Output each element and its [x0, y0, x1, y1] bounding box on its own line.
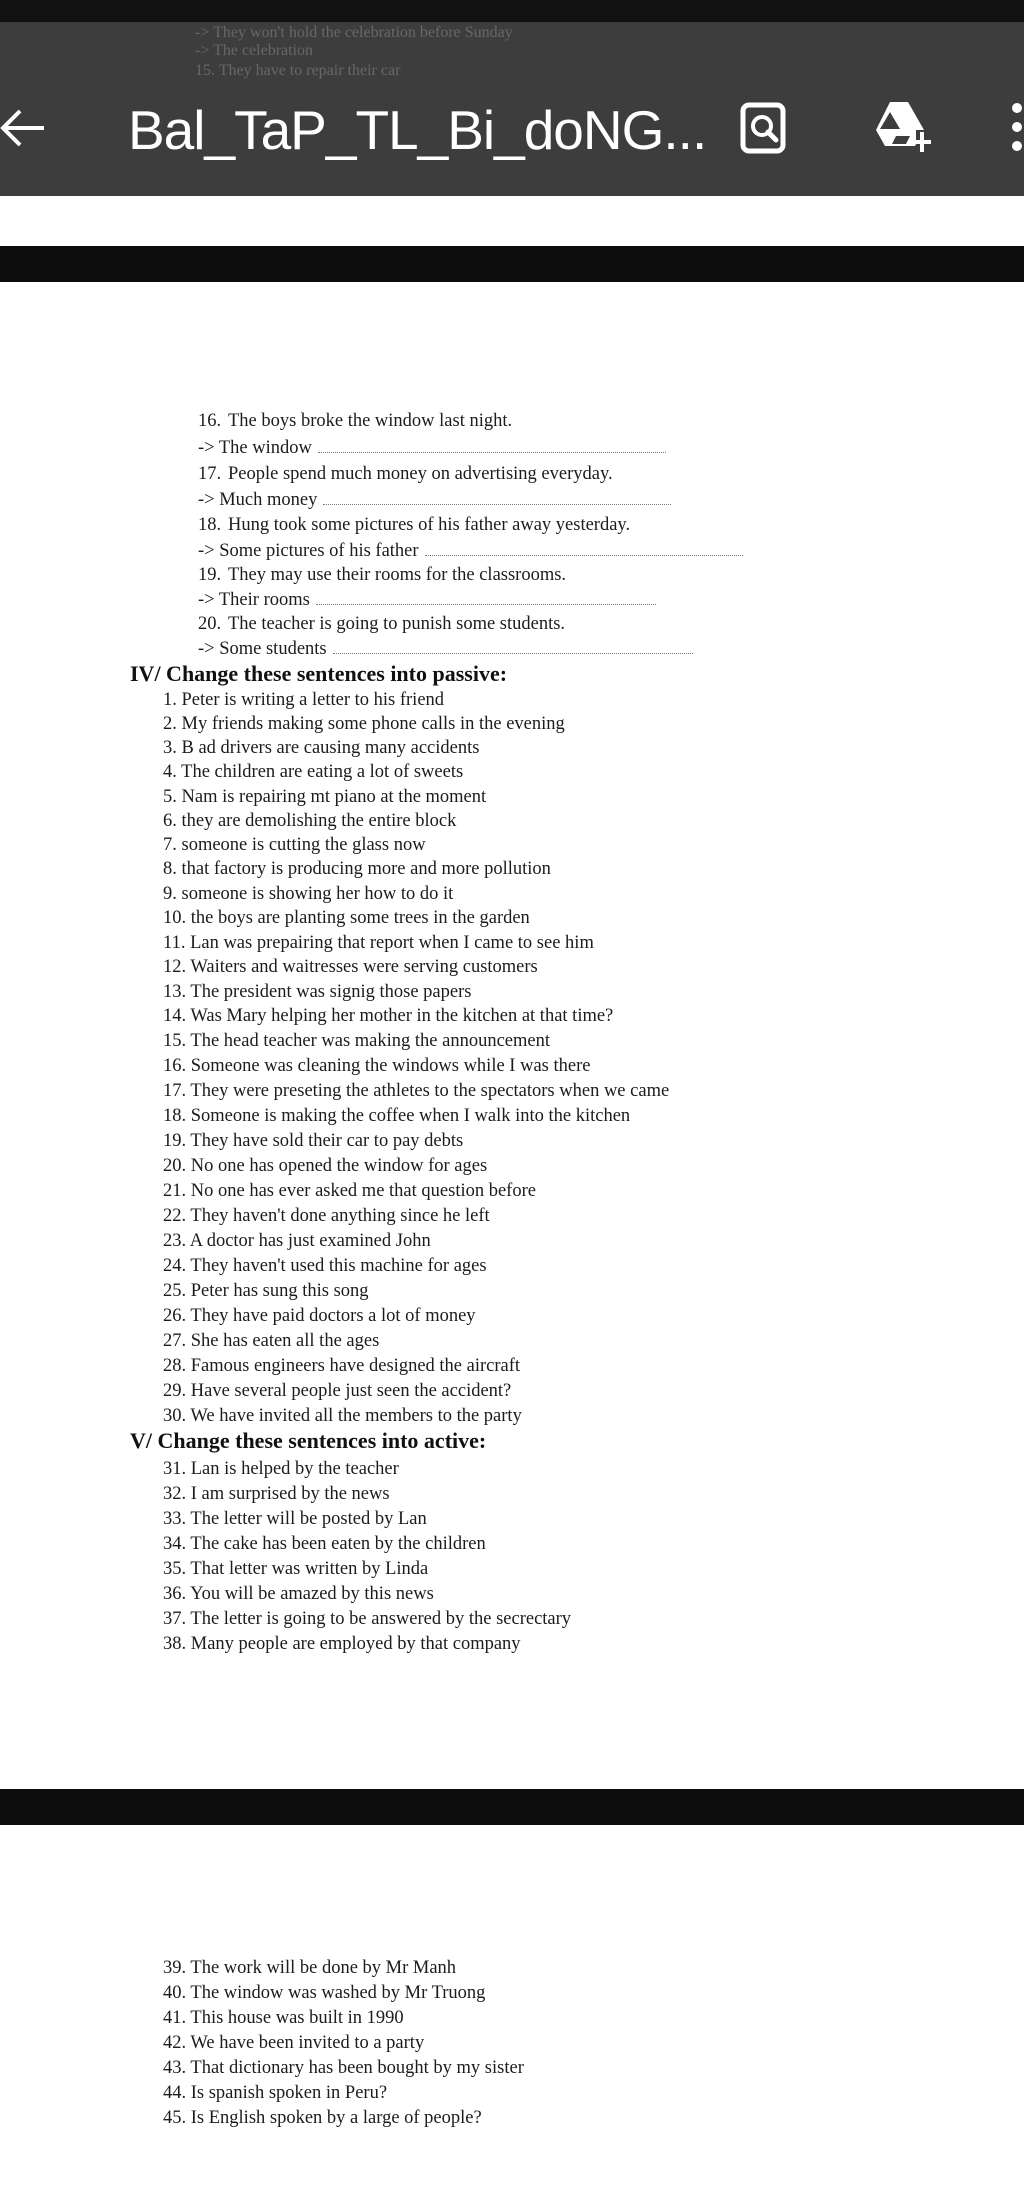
answer-blank[interactable]: [425, 543, 743, 556]
exercise-item: 14. Was Mary helping her mother in the kitchen at that time?: [163, 1006, 614, 1026]
add-to-drive-button[interactable]: [868, 100, 932, 156]
exercise-item: 22. They haven't done anything since he left: [163, 1206, 490, 1226]
exercise-item: 20.: [198, 614, 222, 634]
exercise-item: 41. This house was built in 1990: [163, 2008, 404, 2028]
exercise-item: 28. Famous engineers have designed the aircraft: [163, 1356, 521, 1376]
exercise-item: 23. A doctor has just examined John: [163, 1231, 431, 1251]
exercise-item: 8. that factory is producing more and more pollution: [163, 859, 551, 879]
exercise-item: 45. Is English spoken by a large of people?: [163, 2108, 482, 2128]
search-document-button[interactable]: [738, 102, 792, 156]
exercise-item: 44. Is spanish spoken in Peru?: [163, 2083, 388, 2103]
section-heading-active: V/ Change these sentences into active:: [130, 1428, 487, 1453]
exercise-item: 30. We have invited all the members to the party: [163, 1406, 522, 1426]
exercise-item: 7. someone is cutting the glass now: [163, 835, 426, 855]
exercise-item: 35. That letter was written by Linda: [163, 1559, 429, 1579]
section-heading-passive: IV/ Change these sentences into passive:: [130, 661, 508, 686]
exercise-item: 40. The window was washed by Mr Truong: [163, 1983, 486, 2003]
exercise-item: 26. They have paid doctors a lot of money: [163, 1306, 476, 1326]
answer-prompt: -> Some pictures of his father: [198, 541, 419, 561]
ghost-text-line: 15. They have to repair their car: [195, 62, 401, 79]
document-title: Bal_TaP_TL_Bi_doNG...: [128, 99, 707, 161]
more-options-button[interactable]: [1006, 100, 1024, 160]
answer-blank[interactable]: [318, 440, 666, 453]
exercise-item: 12. Waiters and waitresses were serving customers: [163, 957, 538, 977]
exercise-item: 16.: [198, 411, 222, 431]
ghost-text-line: -> The celebration: [195, 42, 314, 59]
answer-prompt: -> The window: [198, 438, 312, 458]
app-bar: [0, 22, 1024, 196]
exercise-item: 38. Many people are employed by that company: [163, 1634, 521, 1654]
answer-prompt: -> Much money: [198, 490, 318, 510]
arrow-left-icon: [0, 106, 48, 150]
answer-prompt: -> Some students: [198, 639, 327, 659]
exercise-item: 16. Someone was cleaning the windows while I was there: [163, 1056, 591, 1076]
answer-line: [198, 638, 693, 660]
exercise-item: 1. Peter is writing a letter to his friend: [163, 690, 445, 710]
exercise-item: 11. Lan was prepairing that report when I came to see him: [163, 933, 594, 953]
status-bar: [0, 0, 1024, 22]
exercise-item: 31. Lan is helped by the teacher: [163, 1459, 399, 1479]
exercise-text: They may use their rooms for the classrooms.: [228, 565, 567, 585]
back-button[interactable]: [0, 106, 48, 150]
exercise-item: 25. Peter has sung this song: [163, 1281, 369, 1301]
answer-line: [198, 540, 743, 562]
exercise-item: 42. We have been invited to a party: [163, 2033, 425, 2053]
answer-blank[interactable]: [333, 641, 693, 654]
answer-line: [198, 437, 666, 459]
exercise-item: 37. The letter is going to be answered by the secrectary: [163, 1609, 572, 1629]
exercise-item: 6. they are demolishing the entire block: [163, 811, 457, 831]
exercise-text: The teacher is going to punish some students.: [228, 614, 566, 634]
exercise-text: The boys broke the window last night.: [228, 411, 513, 431]
answer-blank[interactable]: [323, 492, 671, 505]
exercise-item: 43. That dictionary has been bought by my sister: [163, 2058, 524, 2078]
page-separator: [0, 1789, 1024, 1825]
answer-line: [198, 489, 671, 511]
exercise-item: 19.: [198, 565, 222, 585]
answer-blank[interactable]: [316, 592, 656, 605]
exercise-item: 34. The cake has been eaten by the children: [163, 1534, 486, 1554]
exercise-item: 9. someone is showing her how to do it: [163, 884, 454, 904]
exercise-item: 32. I am surprised by the news: [163, 1484, 390, 1504]
exercise-item: 13. The president was signig those papers: [163, 982, 472, 1002]
exercise-item: 5. Nam is repairing mt piano at the moment: [163, 787, 487, 807]
more-vertical-icon: [1006, 100, 1024, 160]
answer-line: [198, 589, 656, 611]
exercise-item: 18. Someone is making the coffee when I walk into the kitchen: [163, 1106, 631, 1126]
exercise-item: 24. They haven't used this machine for ages: [163, 1256, 487, 1276]
exercise-item: 27. She has eaten all the ages: [163, 1331, 380, 1351]
exercise-item: 21. No one has ever asked me that question before: [163, 1181, 536, 1201]
exercise-item: 18.: [198, 515, 222, 535]
answer-prompt: -> Their rooms: [198, 590, 310, 610]
exercise-item: 19. They have sold their car to pay debts: [163, 1131, 464, 1151]
add-to-drive-icon: [868, 100, 932, 156]
exercise-item: 29. Have several people just seen the accident?: [163, 1381, 512, 1401]
ghost-text-line: -> They won't hold the celebration before Sunday: [195, 24, 513, 41]
exercise-text: Hung took some pictures of his father away yesterday.: [228, 515, 631, 535]
exercise-item: 2. My friends making some phone calls in the evening: [163, 714, 565, 734]
exercise-item: 15. The head teacher was making the announcement: [163, 1031, 550, 1051]
exercise-item: 3. B ad drivers are causing many accidents: [163, 738, 480, 758]
exercise-item: 17.: [198, 464, 222, 484]
exercise-item: 39. The work will be done by Mr Manh: [163, 1958, 457, 1978]
exercise-item: 4. The children are eating a lot of sweets: [163, 762, 464, 782]
exercise-item: 17. They were preseting the athletes to the spectators when we came: [163, 1081, 670, 1101]
exercise-text: People spend much money on advertising everyday.: [228, 464, 613, 484]
search-document-icon: [738, 102, 792, 156]
exercise-item: 36. You will be amazed by this news: [163, 1584, 434, 1604]
exercise-item: 20. No one has opened the window for ages: [163, 1156, 488, 1176]
exercise-item: 33. The letter will be posted by Lan: [163, 1509, 427, 1529]
page-separator: [0, 246, 1024, 282]
exercise-item: 10. the boys are planting some trees in the garden: [163, 908, 530, 928]
